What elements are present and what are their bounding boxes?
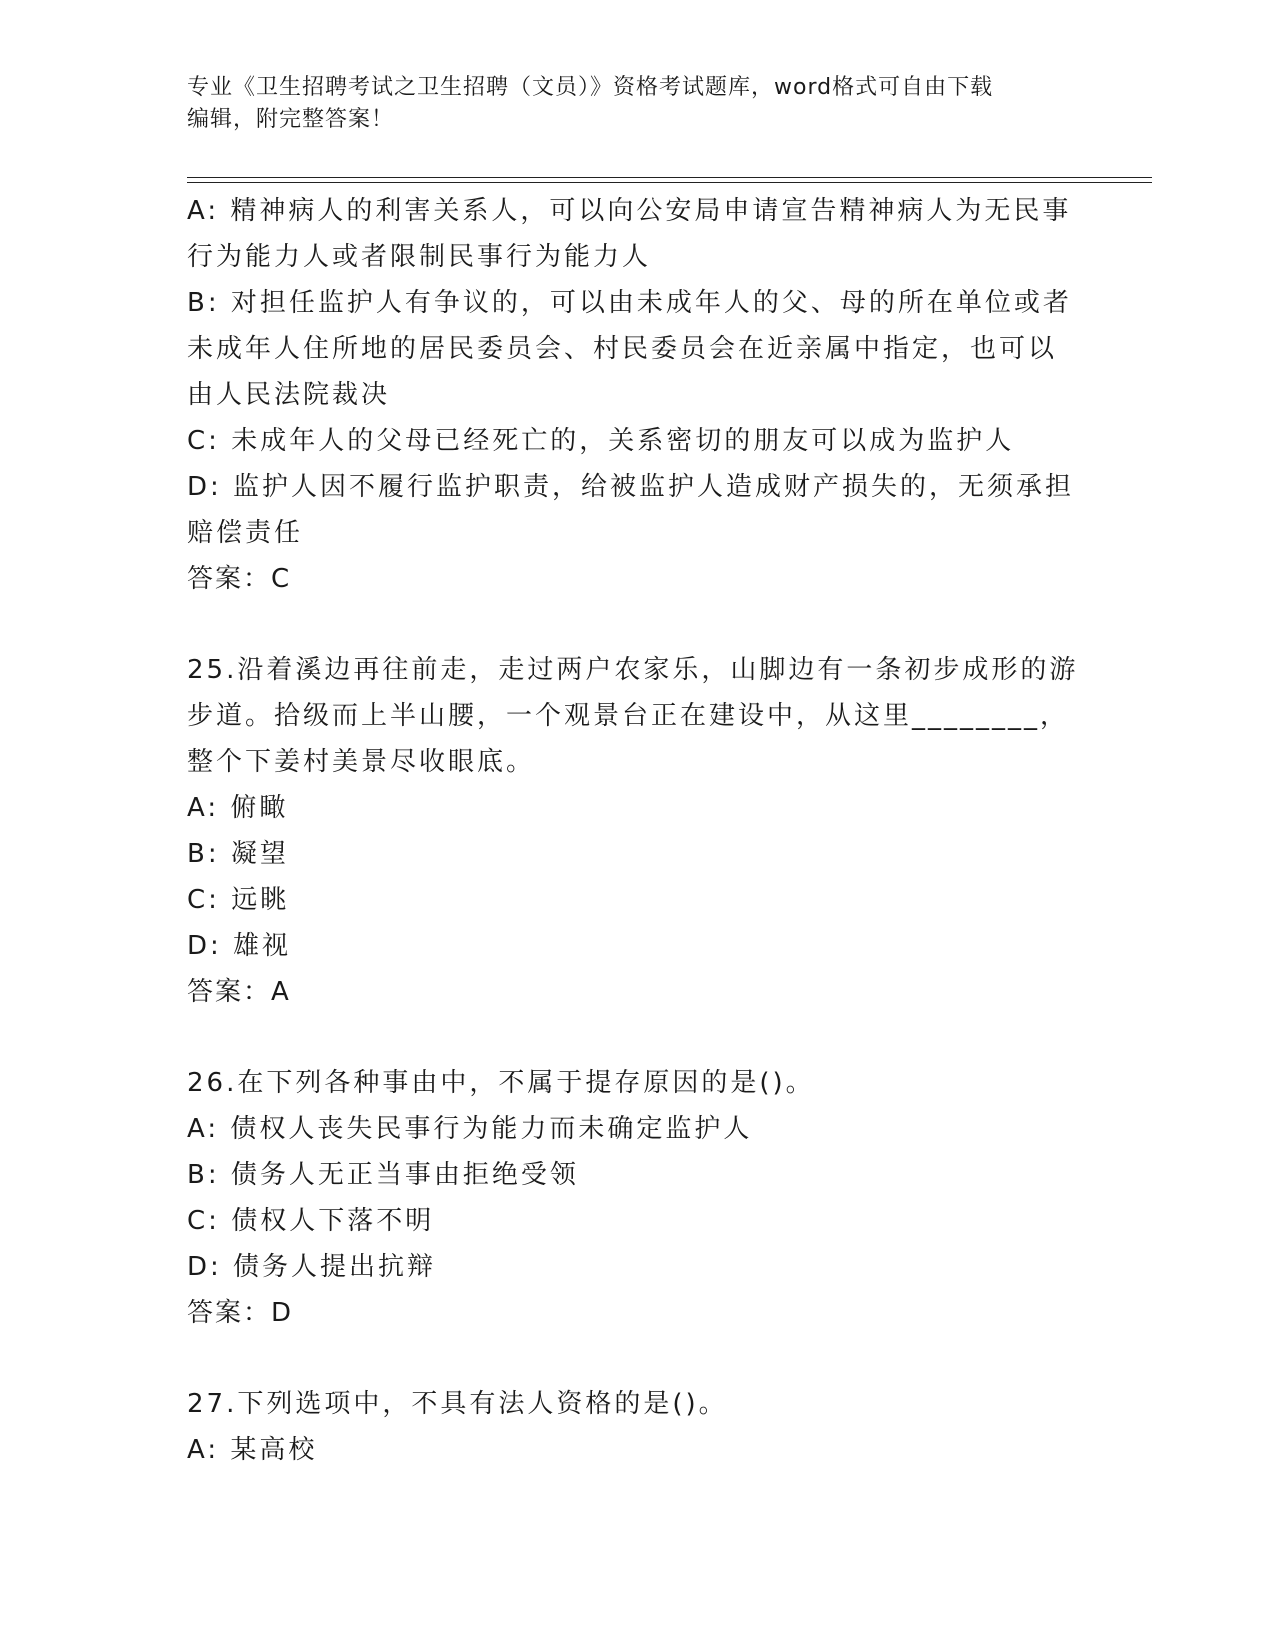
option-line: C: 未成年人的父母已经死亡的，关系密切的朋友可以成为监护人: [187, 426, 1015, 456]
option-line: 未成年人住所地的居民委员会、村民委员会在近亲属中指定，也可以: [187, 334, 1058, 364]
answer-label: 答案：C: [187, 564, 292, 594]
spacer: [187, 1015, 1087, 1060]
option-line: D: 雄视: [187, 931, 292, 961]
option-line: D: 债务人提出抗辩: [187, 1252, 437, 1282]
option-line: 由人民法院裁决: [187, 380, 391, 410]
option-line: B: 对担任监护人有争议的，可以由未成年人的父、母的所在单位或者: [187, 288, 1072, 318]
option-line: A: 精神病人的利害关系人，可以向公安局申请宣告精神病人为无民事: [187, 196, 1072, 226]
option-line: A: 俯瞰: [187, 793, 289, 823]
question-stem-line: 26.在下列各种事由中，不属于提存原因的是()。: [187, 1068, 815, 1098]
option-line: B: 债务人无正当事由拒绝受领: [187, 1160, 579, 1190]
question-26: [187, 1060, 1087, 1336]
option-line: 行为能力人或者限制民事行为能力人: [187, 242, 652, 272]
option-line: 赔偿责任: [187, 518, 304, 548]
option-line: B: 凝望: [187, 839, 289, 869]
option-line: A: 某高校: [187, 1435, 318, 1465]
spacer: [187, 602, 1087, 647]
option-line: C: 远眺: [187, 885, 290, 915]
header-line-1: 专业《卫生招聘考试之卫生招聘（文员）》资格考试题库，word格式可自由下载: [187, 75, 994, 100]
answer-label: 答案：D: [187, 1298, 294, 1328]
spacer: [187, 1336, 1087, 1381]
question-stem-line: 25.沿着溪边再往前走，走过两户农家乐，山脚边有一条初步成形的游: [187, 655, 1079, 685]
header-divider-top: [187, 177, 1152, 178]
header-line-2: 编辑，附完整答案！: [187, 107, 395, 132]
question-24: [187, 188, 1087, 602]
question-25: [187, 647, 1087, 1015]
question-stem-line: 27.下列选项中，不具有法人资格的是()。: [187, 1389, 728, 1419]
question-27: [187, 1381, 1087, 1473]
document-header: [187, 72, 1087, 136]
answer-label: 答案：A: [187, 977, 291, 1007]
question-stem-line: 整个下姜村美景尽收眼底。: [187, 747, 536, 777]
question-stem-line: 步道。拾级而上半山腰，一个观景台正在建设中，从这里________，: [187, 701, 1070, 731]
option-line: C: 债权人下落不明: [187, 1206, 435, 1236]
question-content: [187, 188, 1087, 1473]
option-line: A: 债权人丧失民事行为能力而未确定监护人: [187, 1114, 753, 1144]
option-line: D: 监护人因不履行监护职责，给被监护人造成财产损失的，无须承担: [187, 472, 1075, 502]
header-divider-bottom: [187, 182, 1152, 183]
